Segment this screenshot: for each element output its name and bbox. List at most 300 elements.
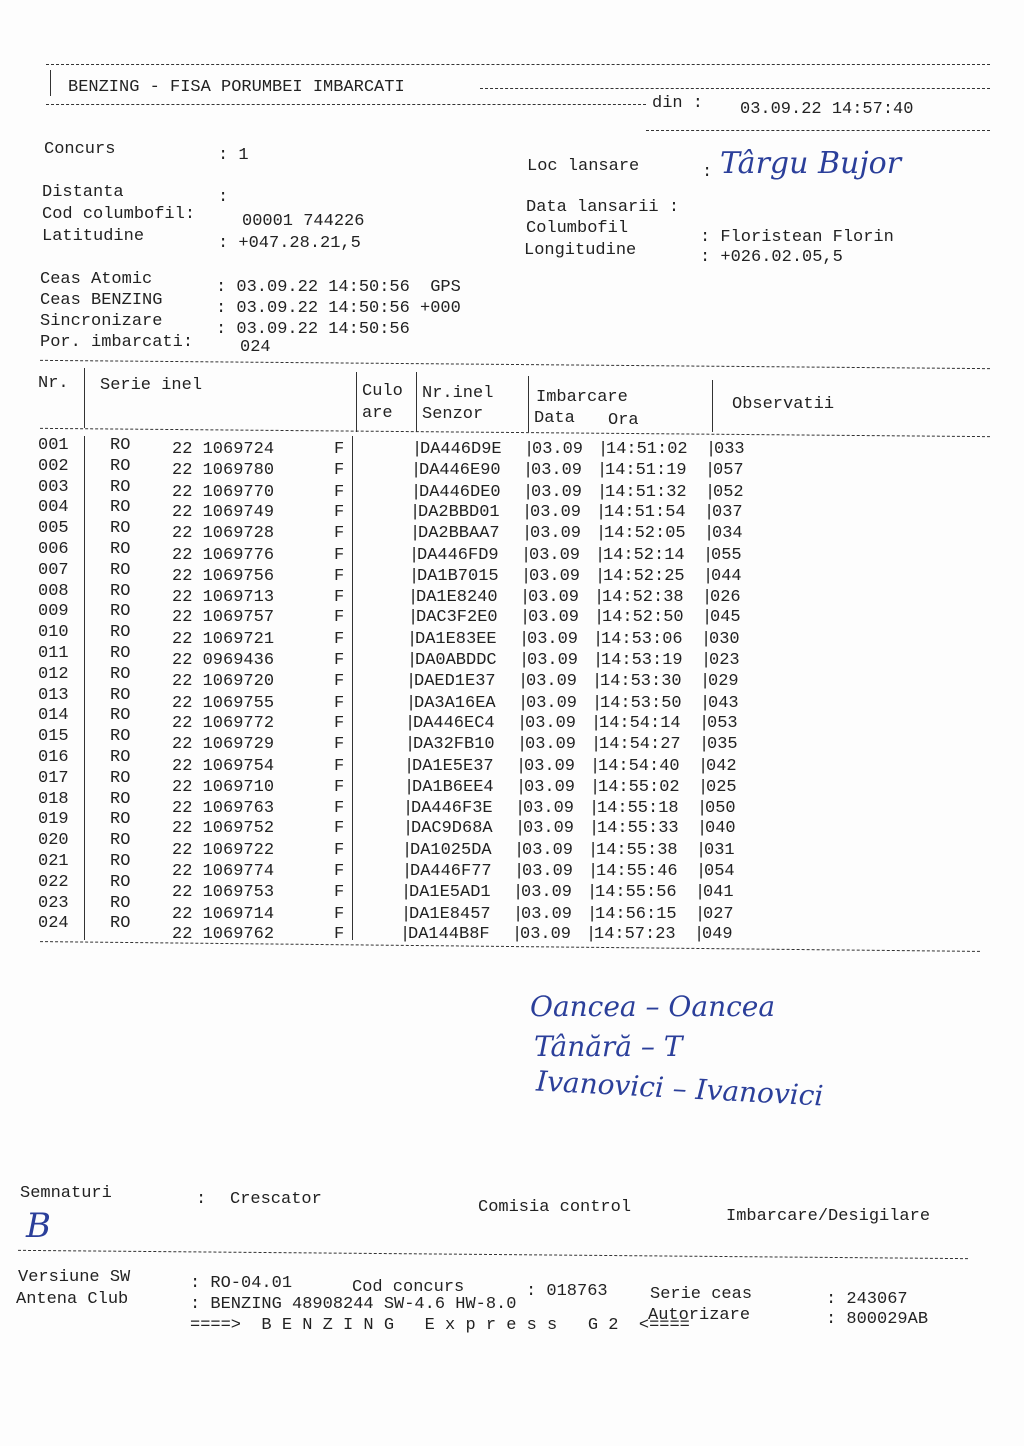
nr-cell: 010 [38, 623, 69, 643]
divider [84, 436, 85, 940]
cell-separator: | [524, 440, 535, 459]
cell-separator: | [521, 566, 532, 586]
cell-separator: | [695, 882, 706, 902]
ring-number-cell: 22 1069714 [172, 904, 275, 924]
sensor-id-cell: DA1E83EE [415, 630, 497, 650]
ring-number-cell: 22 1069756 [172, 566, 275, 586]
observation-cell: 034 [712, 524, 743, 544]
cell-separator: | [409, 546, 420, 565]
cell-separator: | [407, 630, 418, 650]
comisia-label: Comisia control [478, 1198, 632, 1217]
cell-separator: | [516, 757, 527, 776]
ring-number-cell: 22 1069780 [172, 460, 275, 480]
sensor-id-cell: DA1E5AD1 [409, 882, 491, 902]
distanta-label: Distanta [42, 183, 124, 202]
cell-separator: | [586, 925, 597, 945]
date-cell: 03.09 [521, 882, 573, 902]
sensor-id-cell: DAC9D68A [411, 819, 493, 839]
cell-separator: | [520, 608, 531, 628]
time-cell: 14:57:23 [594, 925, 676, 945]
sensor-id-cell: DA446DE0 [419, 482, 501, 502]
ceas-atomic-value: : 03.09.22 14:50:56 GPS [216, 278, 461, 297]
divider [46, 64, 990, 65]
cell-separator: | [698, 777, 709, 797]
ring-country-cell: RO [110, 748, 131, 767]
latitude-label: Latitudine [42, 227, 145, 246]
cell-separator: | [699, 735, 710, 755]
observation-cell: 040 [705, 819, 736, 839]
time-cell: 14:52:14 [603, 546, 685, 565]
observation-cell: 049 [702, 925, 733, 945]
ring-number-cell: 22 1069763 [172, 798, 275, 818]
nr-cell: 012 [38, 664, 69, 684]
cell-separator: | [705, 460, 716, 480]
date-cell: 03.09 [522, 862, 574, 881]
sensor-id-cell: DA2BBAA7 [418, 524, 500, 544]
date-cell: 03.09 [521, 904, 573, 924]
date-cell: 03.09 [522, 841, 574, 861]
longitude-label: Longitudine [524, 241, 637, 260]
benzing-express-banner: ====> B E N Z I N G E x p r e s s G 2 <==== [190, 1316, 690, 1335]
loc-value-handwritten: Târgu Bujor [720, 146, 902, 181]
ring-number-cell: 22 1069770 [172, 482, 275, 502]
cell-separator: | [590, 757, 601, 776]
nr-cell: 008 [38, 581, 69, 601]
ring-number-cell: 22 1069755 [172, 693, 275, 713]
cell-separator: | [697, 798, 708, 818]
color-cell: F [334, 735, 345, 755]
date-cell: 03.09 [523, 819, 575, 839]
loc-label: Loc lansare [527, 157, 640, 176]
ring-country-cell: RO [110, 623, 131, 643]
cell-separator: | [523, 482, 534, 502]
observation-cell: 037 [712, 503, 743, 523]
color-cell: F [334, 630, 345, 650]
cell-separator: | [596, 524, 607, 544]
cell-separator: | [403, 819, 414, 839]
sensor-id-cell: DA1025DA [410, 841, 492, 861]
ring-country-cell: RO [110, 581, 131, 601]
date-cell: 03.09 [526, 671, 578, 691]
cell-separator: | [698, 757, 709, 776]
date-cell: 03.09 [527, 630, 579, 650]
divider [50, 70, 51, 96]
observation-cell: 026 [710, 587, 741, 607]
date-cell: 03.09 [528, 608, 580, 628]
color-cell: F [334, 882, 345, 902]
cell-separator: | [411, 460, 422, 480]
cell-separator: | [404, 777, 415, 797]
ring-number-cell: 22 1069749 [172, 503, 275, 523]
divider [40, 941, 980, 952]
nr-cell: 007 [38, 560, 69, 580]
table-row [0, 436, 1024, 457]
table-row [0, 560, 1024, 586]
date-cell: 03.09 [531, 482, 583, 502]
sensor-id-cell: DA446EC4 [413, 714, 495, 734]
date-cell: 03.09 [525, 714, 577, 734]
color-cell: F [334, 651, 345, 670]
observation-cell: 055 [711, 546, 742, 565]
time-cell: 14:55:02 [598, 777, 680, 797]
sensor-id-cell: DA2BBD01 [418, 503, 500, 523]
cell-separator: | [400, 925, 411, 945]
sensor-id-cell: DAED1E37 [414, 671, 496, 691]
time-cell: 14:56:15 [595, 904, 677, 924]
cell-separator: | [410, 503, 421, 523]
cell-separator: | [590, 777, 601, 797]
cell-separator: | [517, 735, 528, 755]
date-value: 03.09.22 14:57:40 [740, 100, 914, 119]
cell-separator: | [593, 651, 604, 670]
cell-separator: | [701, 651, 712, 670]
cell-separator: | [705, 482, 716, 502]
ring-number-cell: 22 1069754 [172, 757, 275, 776]
distanta-value: : [218, 188, 229, 207]
cell-separator: | [704, 524, 715, 544]
time-cell: 14:55:46 [596, 862, 678, 881]
semnaturi-label: Semnaturi [20, 1184, 112, 1203]
longitude-value: : +026.02.05,5 [700, 248, 843, 267]
cell-separator: | [402, 862, 413, 881]
cell-separator: | [522, 503, 533, 523]
cell-separator: | [702, 608, 713, 628]
cell-separator: | [514, 841, 525, 861]
ring-number-cell: 22 0969436 [172, 651, 275, 670]
nr-cell: 009 [38, 602, 69, 622]
color-cell: F [334, 841, 345, 861]
divider [712, 380, 713, 432]
table-row [0, 748, 1024, 776]
versiune-value: : RO-04.01 [190, 1274, 293, 1293]
header-ora: Ora [608, 411, 639, 430]
cell-separator: | [697, 819, 708, 839]
cell-separator: | [597, 460, 608, 480]
observation-cell: 043 [708, 693, 739, 713]
sensor-id-cell: DA144B8F [408, 925, 490, 945]
table-row [0, 519, 1024, 544]
header-nr: Nr. [38, 374, 69, 393]
ceas-benzing-value: : 03.09.22 14:50:56 +000 [216, 299, 461, 318]
cell-separator: | [592, 693, 603, 713]
cell-separator: | [696, 841, 707, 861]
cell-separator: | [512, 925, 523, 945]
sensor-id-cell: DA446FD9 [417, 546, 499, 565]
header-nr-inel: Nr.inel [422, 384, 494, 403]
date-cell: 03.09 [527, 651, 579, 670]
color-cell: F [334, 524, 345, 544]
nr-cell: 018 [38, 789, 69, 809]
divider [46, 104, 646, 105]
cell-separator: | [703, 566, 714, 586]
ring-country-cell: RO [110, 831, 131, 851]
cell-separator: | [408, 587, 419, 607]
observation-cell: 031 [704, 841, 735, 861]
cell-separator: | [699, 714, 710, 734]
time-cell: 14:51:02 [606, 440, 688, 459]
cell-separator: | [522, 524, 533, 544]
cell-separator: | [696, 862, 707, 881]
cell-separator: | [406, 671, 417, 691]
cell-separator: | [594, 587, 605, 607]
cell-separator: | [706, 440, 717, 459]
time-cell: 14:53:30 [600, 671, 682, 691]
cell-separator: | [703, 546, 714, 565]
cell-separator: | [412, 440, 423, 459]
cell-separator: | [591, 735, 602, 755]
sensor-id-cell: DA1E5E37 [412, 757, 494, 776]
ring-number-cell: 22 1069776 [172, 546, 275, 565]
observation-cell: 050 [705, 798, 736, 818]
cell-separator: | [523, 460, 534, 480]
sensor-id-cell: DA446F77 [410, 862, 492, 881]
ceas-atomic-label: Ceas Atomic [40, 270, 153, 289]
ring-number-cell: 22 1069774 [172, 862, 275, 881]
cell-separator: | [588, 841, 599, 861]
divider [352, 436, 353, 940]
time-cell: 14:54:27 [599, 735, 681, 755]
ring-country-cell: RO [110, 644, 131, 663]
date-label: din : [652, 94, 704, 113]
color-cell: F [334, 798, 345, 818]
serie-ceas-label: Serie ceas [650, 1285, 753, 1304]
cell-separator: | [700, 671, 711, 691]
ring-number-cell: 22 1069724 [172, 440, 275, 459]
time-cell: 14:55:38 [596, 841, 678, 861]
handwritten-signature-2: Tânără – T [534, 1030, 683, 1063]
cell-separator: | [405, 714, 416, 734]
observation-cell: 030 [709, 630, 740, 650]
observation-cell: 027 [703, 904, 734, 924]
cod-value: 00001 744226 [242, 212, 365, 231]
nr-cell: 003 [38, 477, 69, 497]
time-cell: 14:51:19 [605, 460, 687, 480]
nr-cell: 001 [38, 436, 69, 455]
color-cell: F [334, 482, 345, 502]
cell-separator: | [589, 819, 600, 839]
color-cell: F [334, 546, 345, 565]
sensor-id-cell: DA0ABDDC [415, 651, 497, 670]
cell-separator: | [409, 566, 420, 586]
header-culoare-2: are [362, 404, 393, 423]
color-cell: F [334, 904, 345, 924]
date-cell: 03.09 [524, 777, 576, 797]
ring-number-cell: 22 1069720 [172, 671, 275, 691]
cell-separator: | [587, 904, 598, 924]
cell-separator: | [702, 587, 713, 607]
nr-cell: 017 [38, 768, 69, 788]
color-cell: F [334, 587, 345, 607]
table-row [0, 623, 1024, 650]
sensor-id-cell: DA1E8457 [409, 904, 491, 924]
cell-separator: | [518, 693, 529, 713]
cell-separator: | [520, 587, 531, 607]
breeder-signature: B [26, 1206, 51, 1246]
observation-cell: 033 [714, 440, 745, 459]
ring-number-cell: 22 1069729 [172, 735, 275, 755]
cell-separator: | [701, 630, 712, 650]
columbofil-label: Columbofil [526, 219, 629, 238]
nr-cell: 022 [38, 872, 69, 892]
ring-country-cell: RO [110, 727, 131, 747]
sensor-id-cell: DA446E90 [419, 460, 501, 480]
nr-cell: 006 [38, 540, 69, 559]
cell-separator: | [401, 882, 412, 902]
nr-cell: 020 [38, 831, 69, 851]
time-cell: 14:54:14 [599, 714, 681, 734]
ring-number-cell: 22 1069710 [172, 777, 275, 797]
divider [40, 360, 990, 369]
table-row [0, 872, 1024, 902]
header-imbarcare: Imbarcare [536, 388, 628, 407]
time-cell: 14:55:56 [595, 882, 677, 902]
ring-country-cell: RO [110, 810, 131, 830]
time-cell: 14:52:05 [604, 524, 686, 544]
cell-separator: | [588, 862, 599, 881]
cell-separator: | [594, 608, 605, 628]
por-imbarcati-value: 024 [240, 338, 271, 357]
ring-country-cell: RO [110, 602, 131, 622]
table-row [0, 831, 1024, 861]
observation-cell: 041 [703, 882, 734, 902]
date-cell: 03.09 [529, 566, 581, 586]
color-cell: F [334, 566, 345, 586]
sensor-id-cell: DA32FB10 [413, 735, 495, 755]
table-row [0, 706, 1024, 734]
cell-separator: | [595, 566, 606, 586]
ring-country-cell: RO [110, 519, 131, 539]
latitude-value: : +047.28.21,5 [218, 234, 361, 253]
header-senzor: Senzor [422, 405, 484, 424]
color-cell: F [334, 862, 345, 881]
ring-number-cell: 22 1069762 [172, 925, 275, 945]
sensor-id-cell: DA1B6EE4 [412, 777, 494, 797]
concurs-value: : 1 [218, 146, 249, 165]
nr-cell: 024 [38, 914, 69, 934]
nr-cell: 021 [38, 852, 69, 871]
observation-cell: 029 [708, 671, 739, 691]
header-culoare: Culo [362, 382, 403, 401]
table-row [0, 602, 1024, 628]
table-row [0, 685, 1024, 713]
cell-separator: | [597, 482, 608, 502]
color-cell: F [334, 503, 345, 523]
color-cell: F [334, 714, 345, 734]
time-cell: 14:52:25 [603, 566, 685, 586]
table-row [0, 457, 1024, 478]
sensor-id-cell: DA446D9E [420, 440, 502, 459]
ring-number-cell: 22 1069772 [172, 714, 275, 734]
nr-cell: 015 [38, 727, 69, 747]
cell-separator: | [694, 925, 705, 945]
cell-separator: | [517, 714, 528, 734]
date-cell: 03.09 [520, 925, 572, 945]
color-cell: F [334, 757, 345, 776]
observation-cell: 054 [704, 862, 735, 881]
time-cell: 14:55:18 [597, 798, 679, 818]
ring-country-cell: RO [110, 664, 131, 684]
header-observatii: Observatii [732, 395, 835, 414]
table-row [0, 768, 1024, 797]
date-cell: 03.09 [530, 503, 582, 523]
ceas-benzing-label: Ceas BENZING [40, 291, 163, 310]
cell-separator: | [410, 524, 421, 544]
header-data: Data [534, 409, 575, 428]
sincronizare-label: Sincronizare [40, 312, 163, 331]
ring-country-cell: RO [110, 789, 131, 809]
time-cell: 14:53:19 [601, 651, 683, 670]
antena-value: : BENZING 48908244 SW-4.6 HW-8.0 [190, 1295, 517, 1314]
ring-country-cell: RO [110, 436, 131, 455]
ring-country-cell: RO [110, 852, 131, 871]
ring-number-cell: 22 1069713 [172, 587, 275, 607]
cell-separator: | [411, 482, 422, 502]
ring-country-cell: RO [110, 456, 131, 476]
observation-cell: 042 [706, 757, 737, 776]
time-cell: 14:51:54 [604, 503, 686, 523]
color-cell: F [334, 671, 345, 691]
table-row [0, 498, 1024, 523]
date-cell: 03.09 [530, 524, 582, 544]
ring-number-cell: 22 1069757 [172, 608, 275, 628]
cell-separator: | [518, 671, 529, 691]
observation-cell: 035 [707, 735, 738, 755]
cell-separator: | [515, 798, 526, 818]
color-cell: F [334, 925, 345, 945]
sensor-id-cell: DA1B7015 [417, 566, 499, 586]
cell-separator: | [516, 777, 527, 797]
time-cell: 14:51:32 [605, 482, 687, 502]
cell-separator: | [589, 798, 600, 818]
table-row [0, 852, 1024, 881]
nr-cell: 005 [38, 519, 69, 539]
observation-cell: 025 [706, 777, 737, 797]
date-cell: 03.09 [524, 757, 576, 776]
table-row [0, 644, 1024, 670]
nr-cell: 019 [38, 810, 69, 830]
sensor-id-cell: DA3A16EA [414, 693, 496, 713]
time-cell: 14:53:50 [600, 693, 682, 713]
divider [356, 372, 357, 432]
observation-cell: 045 [710, 608, 741, 628]
color-cell: F [334, 777, 345, 797]
ring-country-cell: RO [110, 914, 131, 934]
sincronizare-value: : 03.09.22 14:50:56 [216, 320, 410, 339]
date-cell: 03.09 [529, 546, 581, 565]
ring-number-cell: 22 1069728 [172, 524, 275, 544]
ring-number-cell: 22 1069752 [172, 819, 275, 839]
table-row [0, 789, 1024, 818]
columbofil-value: : Floristean Florin [700, 228, 894, 247]
divider [480, 88, 990, 89]
cell-separator: | [406, 693, 417, 713]
cell-separator: | [404, 757, 415, 776]
observation-cell: 053 [707, 714, 738, 734]
time-cell: 14:55:33 [597, 819, 679, 839]
cell-separator: | [595, 546, 606, 565]
time-cell: 14:52:38 [602, 587, 684, 607]
cell-separator: | [515, 819, 526, 839]
observation-cell: 044 [711, 566, 742, 586]
document-title: BENZING - FISA PORUMBEI IMBARCATI [68, 78, 405, 97]
nr-cell: 004 [38, 498, 69, 518]
cell-separator: | [704, 503, 715, 523]
observation-cell: 057 [713, 460, 744, 480]
ring-country-cell: RO [110, 560, 131, 580]
ring-country-cell: RO [110, 477, 131, 497]
data-lansarii-label: Data lansarii : [526, 198, 680, 217]
cell-separator: | [513, 904, 524, 924]
